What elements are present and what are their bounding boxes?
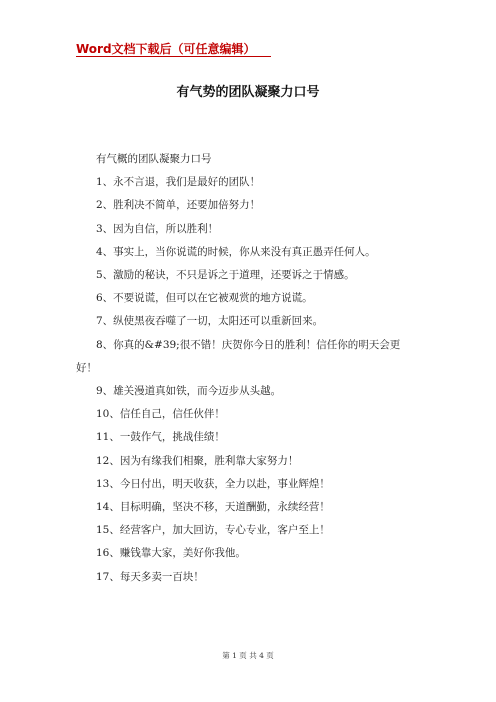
slogan-item: 13、今日付出，明天收获，全力以赴，事业辉煌！ — [96, 477, 330, 490]
slogan-item: 3、因为自信，所以胜利！ — [96, 222, 219, 235]
slogan-item: 17、每天多卖一百块！ — [96, 570, 204, 583]
slogan-item: 12、因为有缘我们相聚，胜利靠大家努力！ — [96, 454, 299, 467]
slogan-item: 11、一鼓作气，挑战佳绩！ — [96, 431, 225, 444]
slogan-item: 10、信任自己，信任伙伴！ — [96, 408, 225, 421]
slogan-item: 7、纵使黑夜吞噬了一切，太阳还可以重新回来。 — [96, 315, 324, 328]
page-number-footer: 第 1 页 共 4 页 — [222, 651, 274, 660]
document-body — [76, 148, 420, 589]
document-title: 有气势的团队凝聚力口号 — [176, 85, 320, 100]
slogan-item: 1、永不言退，我们是最好的团队！ — [96, 176, 261, 189]
header-underline — [76, 56, 271, 57]
slogan-item: 16、赚钱靠大家，美好你我他。 — [96, 547, 246, 560]
slogan-item: 8、你真的&#39;很不错！庆贺你今日的胜利！信任你的明天会更好！ — [76, 338, 401, 374]
paragraph-intro: 有气概的团队凝聚力口号 — [96, 153, 212, 165]
slogan-item: 2、胜利决不简单，还要加倍努力！ — [96, 199, 261, 212]
download-header-text: Word文档下载后（可任意编辑） — [76, 42, 256, 56]
slogan-item: 5、激励的秘诀，不只是诉之于道理，还要诉之于情感。 — [96, 269, 355, 282]
document-header — [76, 38, 256, 57]
slogan-item: 14、目标明确，坚决不移，天道酬勤，永续经营！ — [96, 501, 330, 514]
slogan-item: 4、事实上，当你说谎的时候，你从来没有真正愚弄任何人。 — [96, 245, 376, 258]
slogan-item: 6、不要说谎，但可以在它被观赏的地方说谎。 — [96, 292, 313, 305]
slogan-item: 9、雄关漫道真如铁，而今迈步从头越。 — [96, 385, 282, 398]
slogan-item: 15、经营客户，加大回访，专心专业，客户至上！ — [96, 524, 330, 537]
